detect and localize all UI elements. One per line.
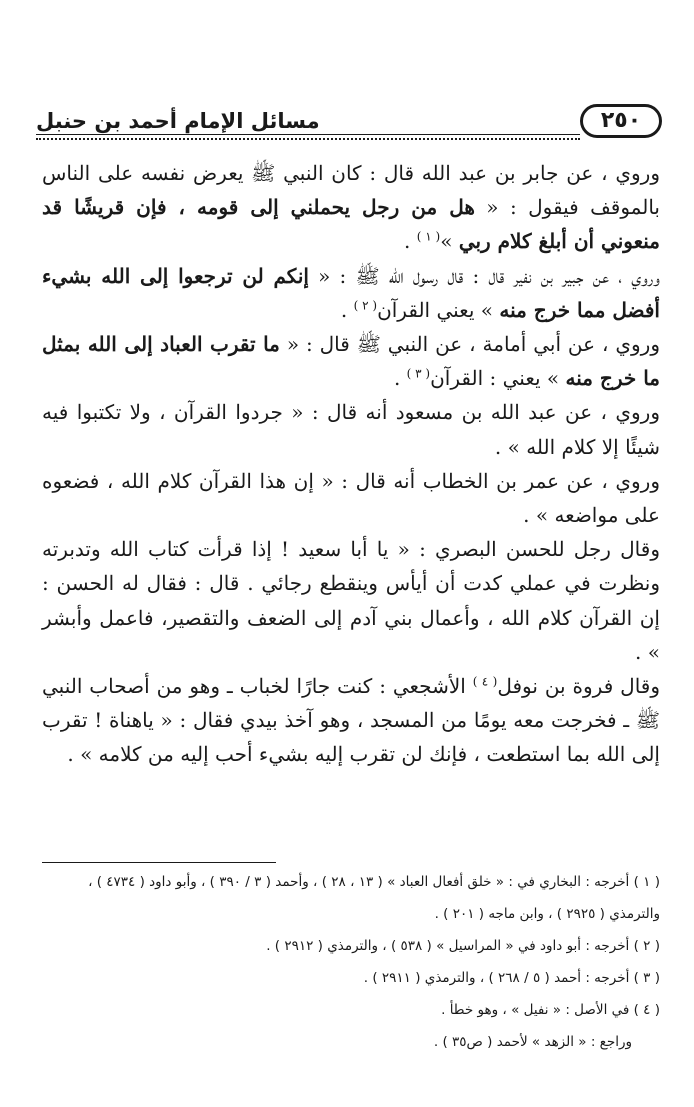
running-title: مسائل الإمام أحمد بن حنبل (36, 109, 320, 133)
p7-text: وقال فروة بن نوفل (497, 674, 661, 699)
paragraph-7 (42, 669, 660, 772)
p2-hadith-bold: إنكم لن ترجعوا إلى الله بشيء أفضل مما خرج منه (42, 263, 660, 322)
header-rule (36, 134, 580, 135)
p2-text-2: » يعني القرآن (377, 297, 500, 322)
footnote-separator (42, 862, 276, 863)
p3-text: وروي ، عن أبي أمامة ، عن النبي ﷺ قال : « (279, 332, 660, 357)
footnote-ref-2: ( ٢ ) (353, 298, 378, 313)
paragraph-3 (42, 327, 660, 395)
footnote-2: ( ٢ ) أخرجه : أبو داود في « المراسيل » ( ٥٣٨ ) ، والترمذي ( ٢٩١٢ ) . (266, 938, 660, 954)
footnotes (42, 866, 660, 1058)
paragraph-6: وقال رجل للحسن البصري : « يا أبا سعيد ! إذا قرأت كتاب الله وتدبرته ونظرت في عملي كدت أن أيأس وينقطع رجائي . قال : فقال له الحسن : إن القرآن كلام الله ، وأعمال بني آدم إلى الضعف والتقصير، فاعمل وأبشر » . (42, 537, 660, 664)
p1-text-2: » (440, 229, 459, 254)
p1-text: وروي ، عن جابر بن عبد الله قال : كان النبي ﷺ يعرض نفسه على الناس بالموقف فيقول : « (42, 161, 660, 220)
footnote-ref-4: ( ٤ ) (472, 674, 498, 689)
p7-text-2: الأشجعي : كنت جارًا لخباب ـ وهو من أصحاب النبي ﷺ ـ فخرجت معه يومًا من المسجد ، وهو آخذ بيدي فقال : « ياهناة ! تقرب إلى الله بما استطعت ، فإنك لن تقرب إليه بشيء أحب إليه من كلامه » . (42, 674, 660, 767)
page-header (36, 100, 662, 144)
footnote-3: ( ٣ ) أخرجه : أحمد ( ٥ / ٢٦٨ ) ، والترمذي ( ٢٩١١ ) . (363, 970, 660, 986)
p3-text-3: . (393, 366, 407, 391)
footnote-4-continued: وراجع : « الزهد » لأحمد ( ص٣٥ ) . (433, 1034, 632, 1050)
footnote-1: ( ١ ) أخرجه : البخاري في : « خلق أفعال العباد » ( ١٣ ، ٢٨ ) ، وأحمد ( ٣ / ٣٩٠ ) ، وأبو داود ( ٤٧٣٤ ) ، والترمذي ( ٢٩٢٥ ) ، وابن ماجه ( ٢٠١ ) . (88, 874, 660, 922)
paragraph-1 (42, 156, 660, 259)
p2-text-3: . (340, 297, 354, 322)
paragraph-4: وروي ، عن عبد الله بن مسعود أنه قال : « جردوا القرآن ، ولا تكتبوا فيه شيئًا إلا كلام الله » . (42, 400, 660, 459)
main-text (42, 156, 660, 772)
header-dotted-rule (36, 138, 580, 140)
footnote-ref-1: ( ١ ) (416, 229, 441, 244)
footnote-ref-3: ( ٣ ) (406, 366, 431, 381)
footnote-4: ( ٤ ) في الأصل : « نفيل » ، وهو خطأ . (441, 1002, 660, 1018)
p2-text: وروي ، عن جبير بن نفير قال : قال رسول الله ﷺ : « (308, 263, 660, 288)
p3-hadith-bold: ما تقرب العباد إلى الله بمثل ما خرج منه (42, 332, 660, 391)
paragraph-5: وروي ، عن عمر بن الخطاب أنه قال : « إن هذا القرآن كلام الله ، فضعوه على مواضعه » . (42, 468, 660, 528)
paragraph-2 (42, 259, 660, 327)
p3-text-2: » يعني : القرآن (430, 366, 566, 391)
p1-hadith-bold: هل من رجل يحملني إلى قومه ، فإن قريشًا قد منعوني أن أبلغ كلام ربي (42, 195, 660, 254)
page-number-badge: ٢٥٠ (580, 104, 662, 138)
p1-text-3: . (404, 229, 417, 254)
